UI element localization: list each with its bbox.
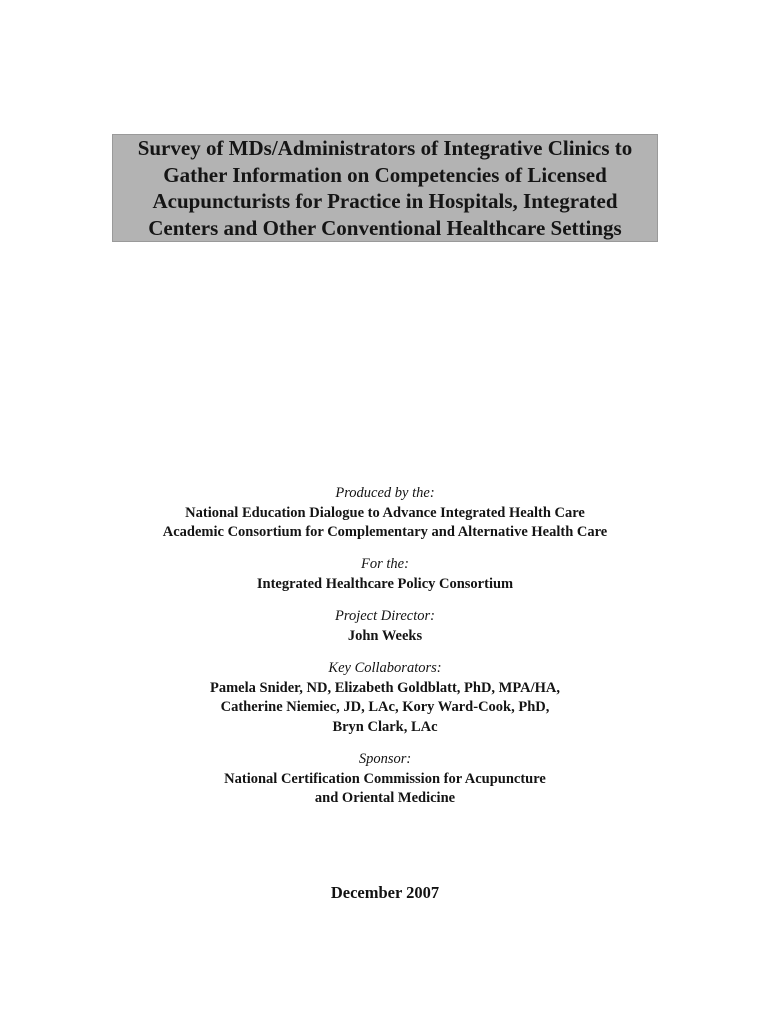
publication-date: December 2007	[330, 883, 440, 902]
project-director-label: Project Director:	[335, 608, 435, 624]
collaborators-line: Bryn Clark, LAc	[332, 718, 438, 735]
for-label: For the:	[361, 556, 409, 572]
title-line: Centers and Other Conventional Healthcare Settings	[148, 215, 622, 240]
producer-name: National Education Dialogue to Advance Integrated Health Care	[185, 504, 585, 521]
sponsor-label: Sponsor:	[358, 751, 412, 767]
producer-name: Academic Consortium for Complementary and Alternative Health Care	[162, 524, 608, 540]
produced-by-label: Produced by the:	[335, 485, 435, 501]
title-line: Acupuncturists for Practice in Hospitals, Integrated	[152, 189, 618, 213]
key-collaborators-section	[0, 659, 770, 737]
title-line: Survey of MDs/Administrators of Integrative Clinics to	[137, 136, 633, 160]
sponsor-section	[0, 750, 770, 809]
for-section	[0, 555, 770, 594]
key-collaborators-label: Key Collaborators:	[328, 660, 442, 676]
for-organization: Integrated Healthcare Policy Consortium	[256, 575, 514, 592]
project-director-section	[0, 607, 770, 646]
title-banner	[112, 134, 658, 242]
sponsor-name: and Oriental Medicine	[314, 790, 456, 806]
collaborators-line: Pamela Snider, ND, Elizabeth Goldblatt, PhD, MPA/HA,	[209, 679, 561, 696]
title-line: Gather Information on Competencies of Licensed	[163, 162, 607, 187]
collaborators-line: Catherine Niemiec, JD, LAc, Kory Ward-Cook, PhD,	[220, 699, 550, 715]
produced-by-section	[0, 484, 770, 543]
project-director-name: John Weeks	[347, 627, 423, 644]
sponsor-name: National Certification Commission for Acupuncture	[224, 770, 546, 787]
